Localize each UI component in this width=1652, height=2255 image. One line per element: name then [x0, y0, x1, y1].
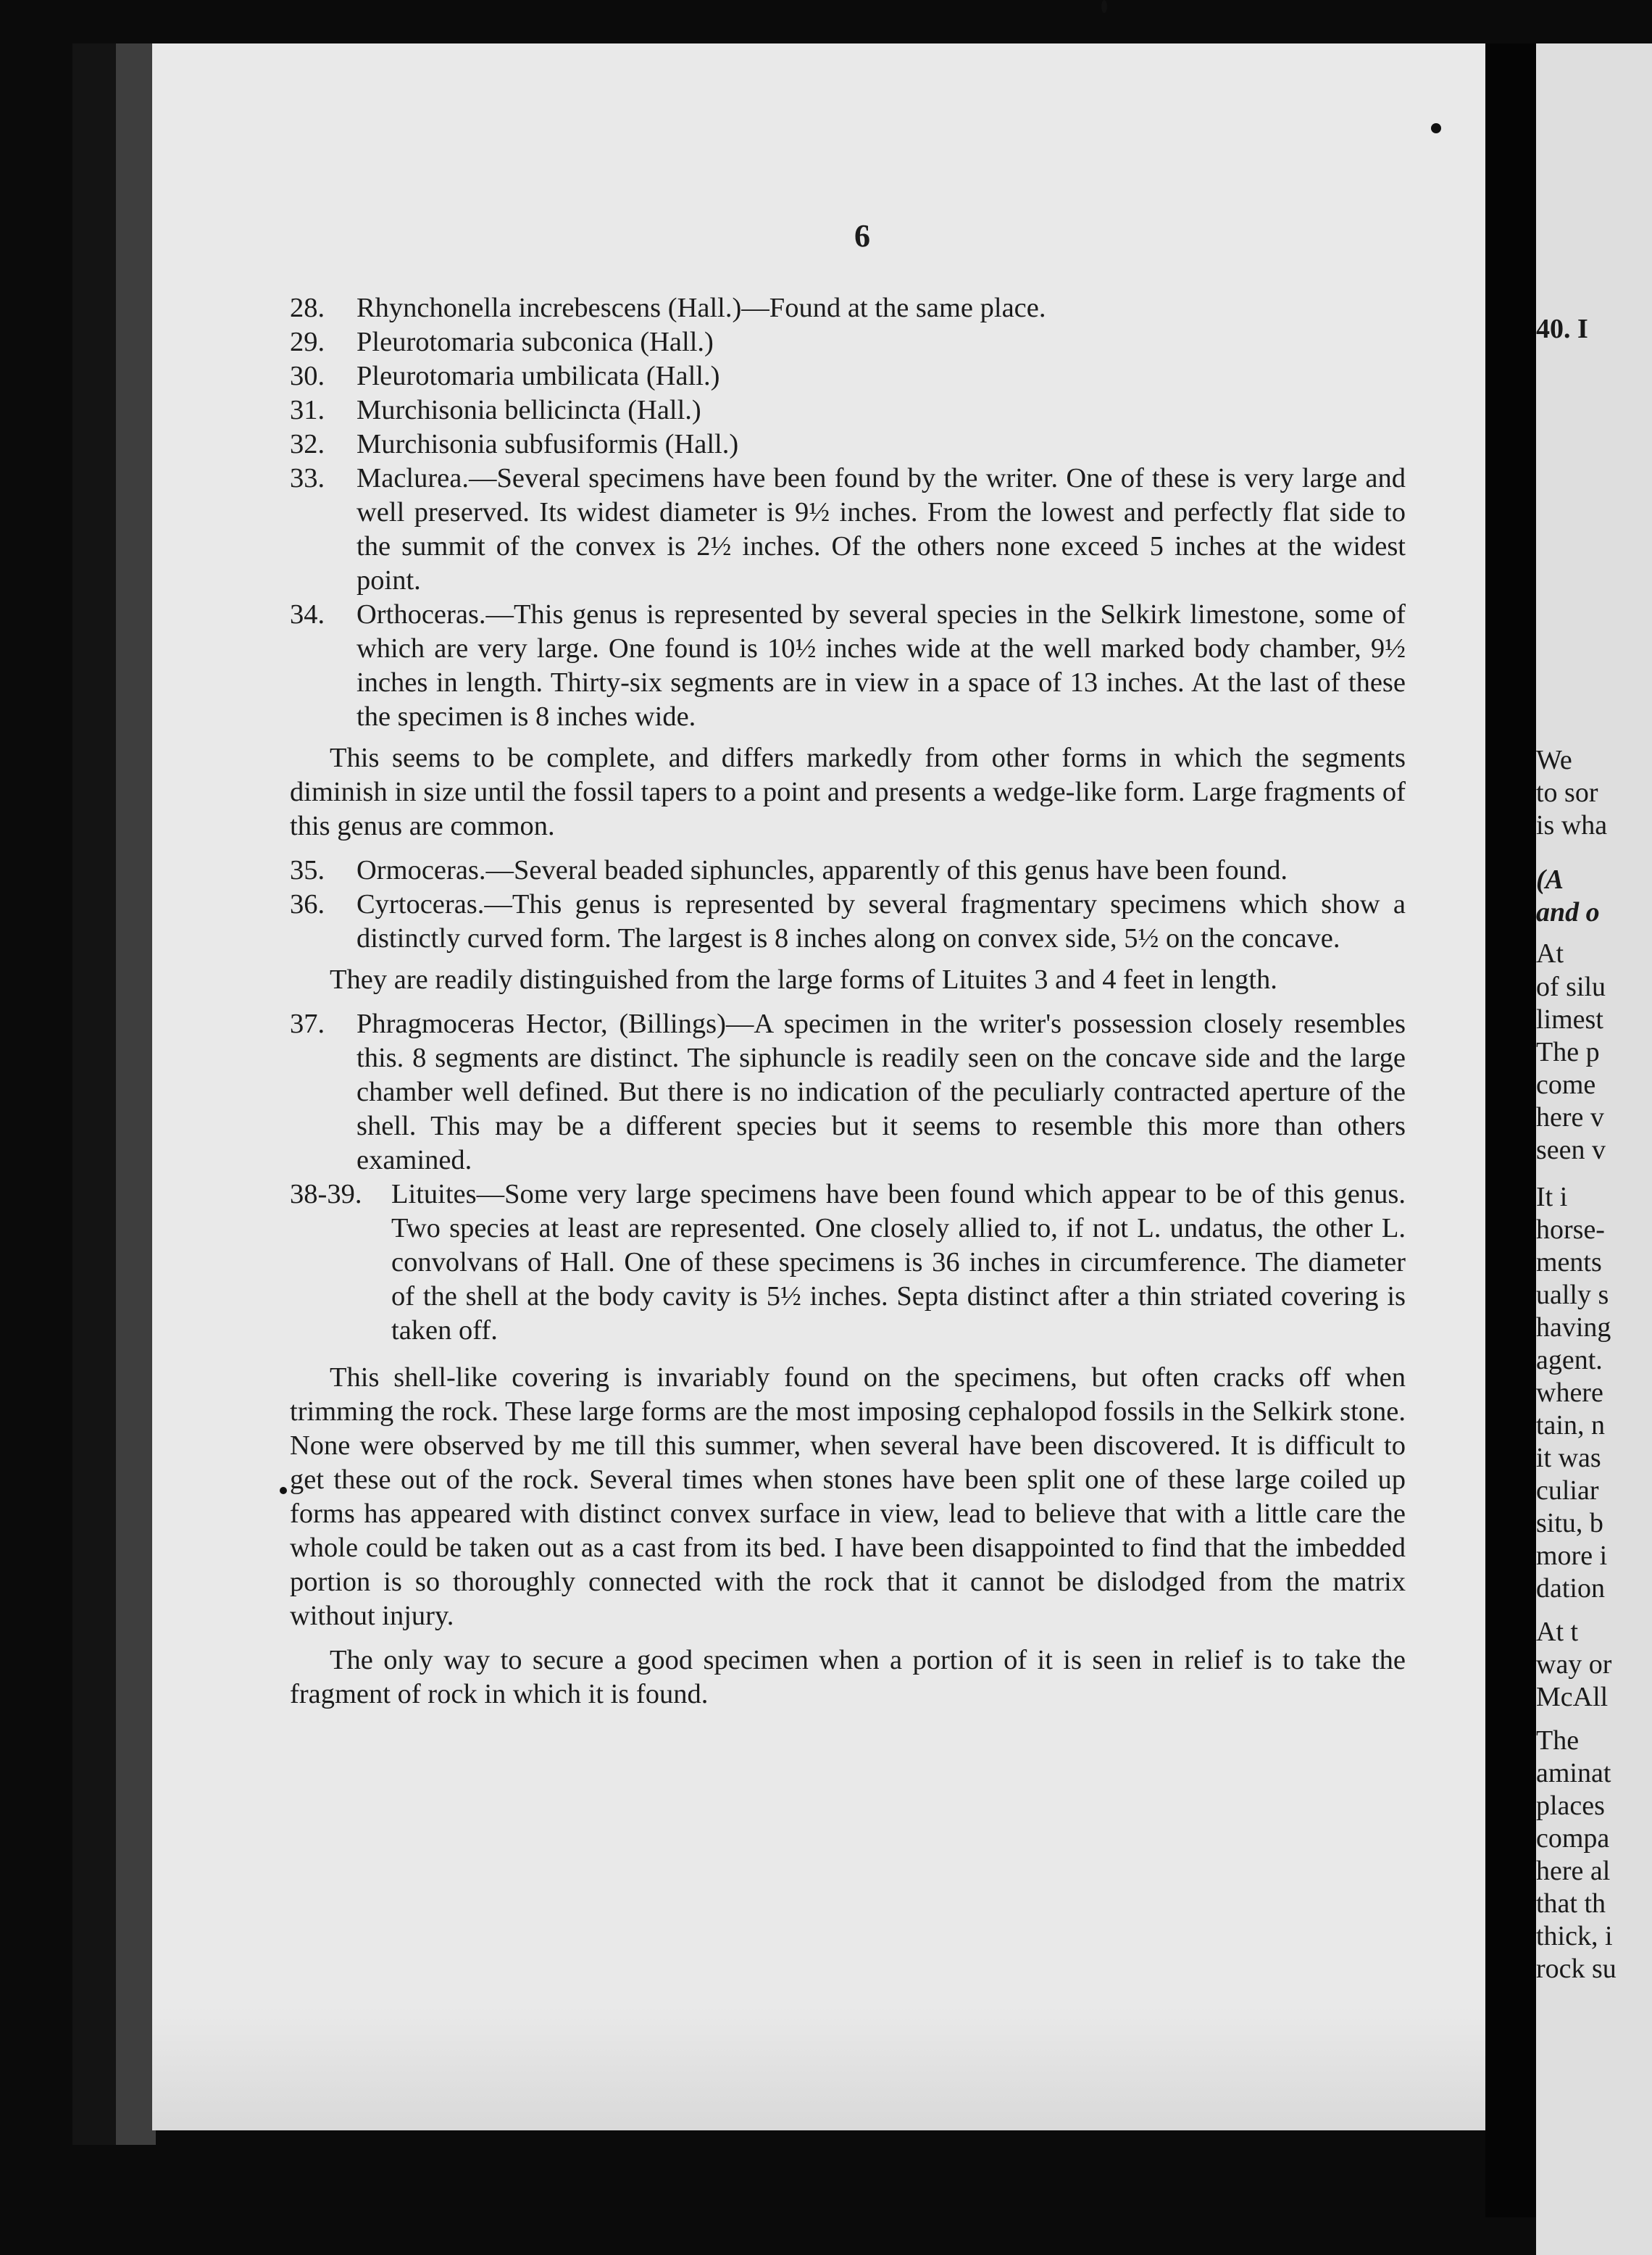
paragraph-lituites-covering: This shell-like covering is invariably found on the specimens, but often cracks off when trimming the rock. These large forms are the most imposing cephalopod fossils in the Selkirk stone. None were observed by me till this summer, when several have been discovered. It is difficult to get these out of the rock. Several times when stones have been split one of these large coiled up forms has appeared with distinct convex surface in view, lead to believe that with a little care the whole could be taken out as a cast from its bed. I have been disappointed to find that the imbedded portion is so thoroughly connected with the rock that it cannot be dislodged from the matrix without injury.	[290, 1362, 1406, 1631]
entry-text: Phragmoceras Hector, (Billings)—A specimen in the writer's possession closely resembles this. 8 segments are distinct. The siphuncle is readily seen on the concave side and the large chamber well defined. But there is no indication of the peculiarly contracted aperture of the shell. This may be a different species but it seems to resemble this more than others examined.	[356, 1009, 1406, 1175]
entry-text: Cyrtoceras.—This genus is represented by several fragmentary specimens which show a distinctly curved form. The largest is 8 inches along on convex side, 5½ on the concave.	[356, 889, 1406, 954]
entry-34	[290, 598, 1406, 734]
right-line: and o	[1536, 897, 1600, 928]
right-line: ments	[1536, 1247, 1602, 1277]
page-number: 6	[854, 218, 870, 254]
entry-36	[290, 888, 1406, 956]
entry-text: Murchisonia bellicincta (Hall.)	[356, 395, 701, 425]
entry-32	[290, 428, 1406, 462]
right-line: ually s	[1536, 1280, 1609, 1310]
paragraph-cyrtoceras-note: They are readily distinguished from the large forms of Lituites 3 and 4 feet in length.	[330, 964, 1277, 995]
entry-number: 33.	[290, 463, 325, 493]
entry-37	[290, 1007, 1406, 1177]
entry-33	[290, 462, 1406, 598]
right-line: that th	[1536, 1888, 1606, 1919]
entry-31	[290, 393, 1406, 428]
entry-text: Maclurea.—Several specimens have been found by the writer. One of these is very large and well preserved. Its widest diameter is 9½ inches. From the lowest and perfectly flat side to the summit of the convex is 2½ inches. Of the others none exceed 5 inches at the widest point.	[356, 463, 1406, 596]
right-line: places	[1536, 1791, 1605, 1821]
paragraph-securing-specimen: The only way to secure a good specimen when a portion of it is seen in relief is to take the fragment of rock in which it is found.	[290, 1645, 1406, 1709]
right-line: here v	[1536, 1102, 1604, 1133]
entry-number: 28.	[290, 293, 325, 323]
entry-text: Rhynchonella increbescens (Hall.)—Found at the same place.	[356, 293, 1046, 323]
right-line: horse-	[1536, 1214, 1605, 1245]
right-line: aminat	[1536, 1758, 1611, 1788]
entry-text: Murchisonia subfusiformis (Hall.)	[356, 429, 739, 459]
right-line: tain, n	[1536, 1410, 1605, 1441]
scan-speck	[1431, 123, 1441, 133]
entry-number: 38-39.	[290, 1179, 362, 1209]
right-line: culiar	[1536, 1475, 1599, 1506]
right-line: seen v	[1536, 1135, 1606, 1165]
right-line: 40. I	[1536, 314, 1588, 344]
right-line: It i	[1536, 1182, 1568, 1212]
right-line: thick, i	[1536, 1921, 1613, 1951]
right-line: where	[1536, 1377, 1603, 1408]
right-line: The p	[1536, 1037, 1600, 1067]
right-line: here al	[1536, 1856, 1611, 1886]
entry-number: 35.	[290, 855, 325, 885]
entry-number: 32.	[290, 429, 325, 459]
right-line: come	[1536, 1070, 1596, 1100]
right-line: way or	[1536, 1649, 1612, 1680]
page-right-partial	[1536, 43, 1652, 2255]
right-line: We	[1536, 745, 1572, 775]
entry-text: Lituites—Some very large specimens have been found which appear to be of this genus. Two species at least are represented. One closely allied to, if not L. undatus, the other L. convolvans of Hall. One of these specimens is 36 inches in circumference. The diameter of the shell at the body cavity is 5½ inches. Septa distinct after a thin striated covering is taken off.	[391, 1179, 1406, 1346]
scan-speck	[280, 1487, 287, 1494]
entry-number: 29.	[290, 327, 325, 357]
right-line: to sor	[1536, 778, 1598, 808]
entry-35	[290, 854, 1406, 888]
right-line: (A	[1536, 864, 1564, 895]
entry-number: 37.	[290, 1009, 325, 1039]
entry-text: Pleurotomaria umbilicata (Hall.)	[356, 361, 720, 391]
right-line: McAll	[1536, 1682, 1609, 1712]
right-line: The	[1536, 1725, 1580, 1756]
right-line: is wha	[1536, 810, 1608, 841]
right-line: more i	[1536, 1541, 1608, 1571]
entry-text: Orthoceras.—This genus is represented by several species in the Selkirk limestone, some of which are very large. One found is 10½ inches wide at the well marked body chamber, 9½ inches in length. Thirty-six segments are in view in a space of 13 inches. At the last of these the specimen is 8 inches wide.	[356, 599, 1406, 732]
entry-text: Ormoceras.—Several beaded siphuncles, apparently of this genus have been found.	[356, 855, 1288, 885]
page-body	[290, 291, 1406, 1712]
right-line: situ, b	[1536, 1508, 1603, 1538]
right-line: rock su	[1536, 1954, 1616, 1984]
scan-speck	[1101, 0, 1107, 13]
entry-number: 34.	[290, 599, 325, 630]
entry-number: 30.	[290, 361, 325, 391]
binding-edge	[116, 43, 156, 2145]
paragraph-orthoceras-note: This seems to be complete, and differs markedly from other forms in which the segments diminish in size until the fossil tapers to a point and presents a wedge-like form. Large fragments of this genus are common.	[290, 743, 1406, 841]
right-line: of silu	[1536, 972, 1606, 1002]
right-line: agent.	[1536, 1345, 1603, 1375]
entry-30	[290, 359, 1406, 393]
right-line: At	[1536, 938, 1564, 969]
right-line: having	[1536, 1312, 1611, 1343]
right-line: At t	[1536, 1617, 1579, 1647]
entry-29	[290, 325, 1406, 359]
entry-38-39	[290, 1177, 1406, 1348]
entry-number: 36.	[290, 889, 325, 920]
right-line: dation	[1536, 1573, 1605, 1604]
entry-28	[290, 291, 1406, 325]
entry-number: 31.	[290, 395, 325, 425]
right-line: it was	[1536, 1443, 1601, 1473]
entry-text: Pleurotomaria subconica (Hall.)	[356, 327, 714, 357]
right-line: compa	[1536, 1823, 1610, 1854]
right-line: limest	[1536, 1004, 1603, 1035]
